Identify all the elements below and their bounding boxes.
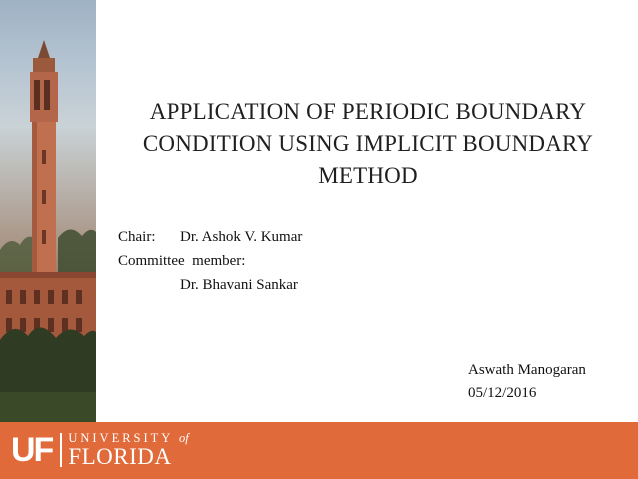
logo-florida-text: FLORIDA [68,444,172,470]
uf-logo [11,429,189,471]
uf-logo-mark: UF [11,431,53,469]
title-line: CONDITION USING IMPLICIT BOUNDARY [142,131,594,156]
clock-tower-photo [0,0,96,422]
title-line: APPLICATION OF PERIODIC BOUNDARY [149,99,587,124]
author-name: Aswath Manogaran [468,362,586,378]
logo-wordmark [68,432,188,469]
committee-member-name: Dr. Bhavani Sankar [180,277,298,293]
logo-of-word: of [178,430,189,445]
title-line: METHOD [318,163,418,188]
campus-tower-photo [0,0,96,422]
logo-university-word: UNIVERSITY [68,430,173,445]
logo-divider [60,433,62,467]
presentation-date: 05/12/2016 [468,385,537,401]
chair-name: Dr. Ashok V. Kumar [180,229,303,245]
committee-label: Committee member: [118,253,246,269]
logo-university-text [68,432,188,445]
chair-label: Chair: [118,229,156,245]
slide-title [112,96,624,192]
